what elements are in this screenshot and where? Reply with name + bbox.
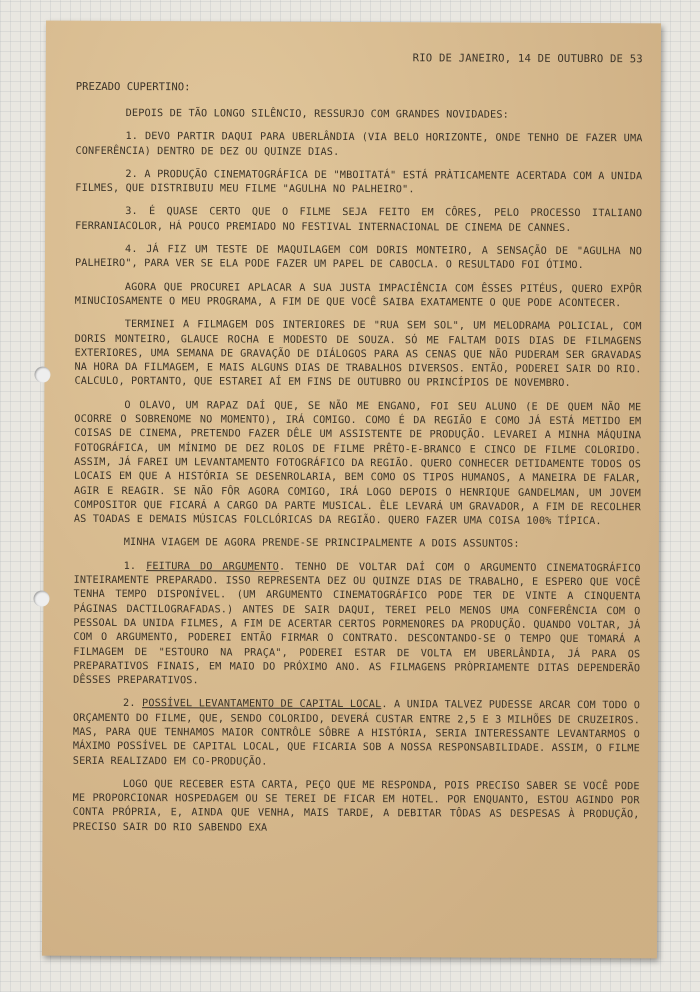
item-number: 1. — [123, 560, 137, 572]
punch-hole — [34, 367, 50, 383]
date-line: RIO DE JANEIRO, 14 DE OUTUBRO DE 53 — [412, 52, 643, 66]
paragraph-4: 4. JÁ FIZ UM TESTE DE MAQUILAGEM COM DORIS MONTEIRO, A SENSAÇÃO DE "AGULHA NO PALHEIRO", PARA VER SE ELA PODE FAZER UM PAPEL DE CABOCLA. O RESULTADO FOI ÓTIMO. — [74, 244, 643, 272]
salutation: PREZADO CUPERTINO: — [75, 80, 191, 94]
paragraph-6: TERMINEI A FILMAGEM DOS INTERIORES DE "RUA SEM SOL", UM MELODRAMA POLICIAL, COM DORIS MONTEIRO, GLAUCE ROCHA E MODESTO DE SOUZA. SÓ ME FALTAM DOIS DIAS DE FILMAGENS EXTERIORES, UMA SEMANA DE GRAVAÇÃO DE DIÁLOGOS PARA AS CENAS QUE NÃO PUDERAM SER GRAVADAS NA HORA DA FILMAGEM, E MAIS ALGUNS DIAS DE TRABALHOS DIVERSOS. ENTÃO, PODEREI SAIR DO RIO. CALCULO, PORTANTO, QUE ESTAREI AÍ EM FINS DE OUTUBRO OU PRINCÍPIOS DE NOVEMBRO. — [74, 319, 642, 390]
item-number: 2. — [123, 698, 136, 710]
section-heading: FEITURA DO ARGUMENTO — [146, 560, 279, 573]
intro-paragraph: DEPOIS DE TÃO LONGO SILÊNCIO, RESSURJO COM GRANDES NOVIDADES: — [125, 108, 509, 121]
paragraph-8: MINHA VIAGEM DE AGORA PRENDE-SE PRINCIPALMENTE A DOIS ASSUNTOS: — [123, 537, 520, 551]
paragraph-1: 1. DEVO PARTIR DAQUI PARA UBERLÂNDIA (VIA BELO HORIZONTE, ONDE TENHO DE FAZER UMA CONFERÊNCIA) DENTRO DE DEZ OU QUINZE DIAS. — [75, 131, 643, 158]
paragraph-9 — [73, 560, 641, 691]
paragraph-10 — [73, 697, 640, 771]
paragraph-2: 2. A PRODUÇÃO CINEMATOGRÁFICA DE "MBOITATÁ" ESTÁ PRÀTICAMENTE ACERTADA COM A UNIDA FILMES, QUE DISTRIBUIU MEU FILME "AGULHA NO PALHEIRO". — [75, 168, 643, 196]
paragraph-body: . A UNIDA TALVEZ PUDESSE ARCAR COM TODO O ORÇAMENTO DO FILME, QUE, SENDO COLORIDO, DEVERÁ CUSTAR ENTRE 2,5 E 3 MILHÕES DE CRUZEIROS. MAS, PARA QUE TENHAMOS MAIOR CONTRÔLE SÔBRE A HISTÓRIA, SERIA INTERESSANTE LEVANTARMOS O MÁXIMO POSSÍVEL DE CAPITAL LOCAL, QUE FICARIA SOB A NOSSA RESPONSABILIDADE. ASSIM, O FILME SERIA REALIZADO EM CO-PRODUÇÃO. — [72, 699, 641, 768]
paragraph-3: 3. É QUASE CERTO QUE O FILME SEJA FEITO EM CÔRES, PELO PROCESSO ITALIANO FERRANIACOLOR, HÁ POUCO PREMIADO NO FESTIVAL INTERNACIONAL DE CINEMA DE CANNES. — [75, 206, 643, 234]
paragraph-11: LOGO QUE RECEBER ESTA CARTA, PEÇO QUE ME RESPONDA, POIS PRECISO SABER SE VOCÊ PODE ME PROPORCIONAR HOSPEDAGEM OU SE TEREI DE FICAR EM HOTEL. POR ENQUANTO, ESTOU AGINDO POR CONTA PRÓPRIA, E, AINDA QUE VENHA, MAIS TARDE, A DEBITAR TÔDAS AS DESPESAS À PRODUÇÃO, PRECISO SAIR DO RIO SABENDO EXA — [72, 778, 640, 834]
punch-hole — [33, 591, 49, 607]
section-heading: POSSÍVEL LEVANTAMENTO DE CAPITAL LOCAL — [142, 698, 382, 711]
paragraph-7: O OLAVO, UM RAPAZ DAÍ QUE, SE NÃO ME ENGANO, FOI SEU ALUNO (E DE QUEM NÃO ME OCORRE O SOBRENOME NO MOMENTO), IRÁ COMIGO. COMO É DA REGIÃO E COMO JÁ ESTÁ METIDO EM COISAS DE CINEMA, PRETENDO FAZER DÊLE UM ASSISTENTE DE PRODUÇÃO. LEVAREI A MINHA MÁQUINA FOTOGRÁFICA, UM MÍNIMO DE DEZ ROLOS DE FILME PRÊTO-E-BRANCO E CINCO DE FILME COLORIDO. ASSIM, JÁ FAREI UM LEVANTAMENTO FOTOGRÁFICO DA REGIÃO. QUERO CONHECER DETIDAMENTE TODOS OS LOCAIS EM QUE A HISTÓRIA SE DESENROLARIA, BEM COMO OS TIPOS HUMANOS, A MANEIRA DE FALAR, AGIR E REAGIR. SE NÃO FÔR AGORA COMIGO, IRÁ LOGO DEPOIS O HENRIQUE GANDELMAN, UM JOVEM COMPOSITOR QUE FICARÁ A CARGO DA PARTE MUSICAL. ÊLE LEVARÁ UM GRAVADOR, A FIM DE RECOLHER AS TOADAS E DEMAIS MÚSICAS FOLCLÓRICAS DA REGIÃO. QUERO FAZER UMA COISA 100% TÍPICA. — [73, 399, 642, 528]
letter-page — [42, 21, 661, 959]
paragraph-body: . TENHO DE VOLTAR DAÍ COM O ARGUMENTO CINEMATOGRÁFICO INTEIRAMENTE PREPARADO. ISSO REPRESENTA DEZ OU QUINZE DIAS DE TRABALHO, E ESPERO QUE VOCÊ TENHA TEMPO DISPONÍVEL. (UM ARGUMENTO CINEMATOGRÁFICO PODE TER DE VINTE A CINQUENTA PÁGINAS DACTILOGRAFADAS.) ANTES DE SAIR DAQUI, TEREI PELO MENOS UMA CONFERÊNCIA COM O PESSOAL DA UNIDA FILMES, A FIM DE ACERTAR CERTOS PORMENORES DA PRODUÇÃO. QUANDO VOLTAR, JÁ COM O ARGUMENTO, PODEREI ENTÃO FIRMAR O CONTRATO. DESCONTANDO-SE O TEMPO QUE TOMARÁ A FILMAGEM DE "ESTOURO NA PRAÇA", PODEREI ESTAR DE VOLTA EM UBERLÂNDIA, JÁ PARA OS PREPARATIVOS FINAIS, EM MAIO DO PRÓXIMO ANO. AS FILMAGENS PRÒPRIAMENTE DITAS DEPENDERÃO DÊSSES PREPARATIVOS. — [73, 561, 641, 687]
paragraph-5: AGORA QUE PROCUREI APLACAR A SUA JUSTA IMPACIÊNCIA COM ÊSSES PITÉUS, QUERO EXPÔR MINUCIOSAMENTE O MEU PROGRAMA, A FIM DE QUE VOCÊ SAIBA EXATAMENTE O QUE PODE ACONTECER. — [74, 281, 642, 310]
